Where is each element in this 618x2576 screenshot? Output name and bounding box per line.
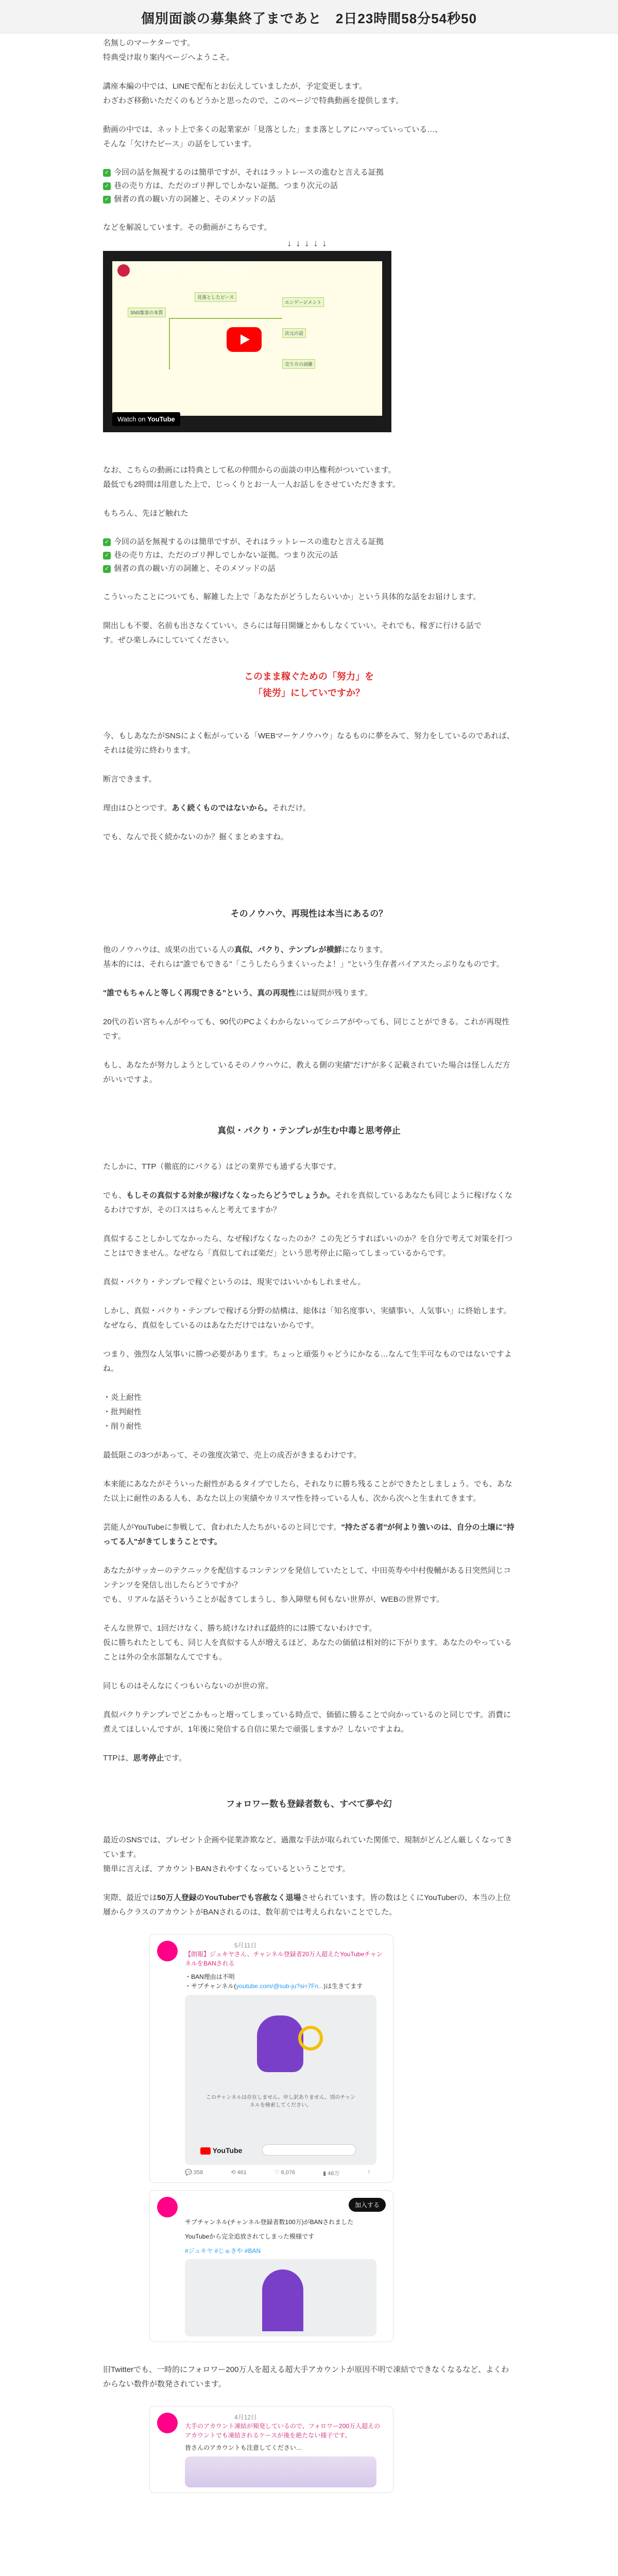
channel-avatar	[117, 264, 130, 277]
retweet-count[interactable]: ⟲ 461	[231, 2170, 247, 2176]
mascot-illustration	[262, 2269, 303, 2331]
watch-on-youtube-button[interactable]: Watch on YouTube	[112, 412, 180, 426]
body-line: 他のノウハウは、成果の出ている人の真似、パクり、テンプレが横鮮になります。	[103, 945, 388, 954]
video-embed[interactable]	[103, 251, 391, 432]
body-line: でも、なんで長く続かないのか？掘くまとめますね。	[103, 833, 289, 841]
body-line: "誰でもちゃんと等しく再現できる"という、真の再現性には疑問が残ります。	[103, 989, 373, 997]
section-heading: フォロワー数も登録者数も、すべて夢や幻	[226, 1799, 392, 1809]
body-line: あなたがサッカーのテクニックを配信するコンテンツを発信していたとして、中田英寿や中村俊輔がある日突然同じコンテンツを発信し出したらどうですか？	[103, 1566, 511, 1589]
tweet-stats	[185, 2169, 370, 2177]
mindmap-node: 次元の話	[282, 328, 306, 338]
tweet-media-card[interactable]	[185, 2259, 376, 2336]
body-line: 簡単に言えば、アカウントBANされやすくなっているということです。	[103, 1865, 350, 1873]
body-line: 最近のSNSでは、プレゼント企画や従業詐欺など、過激な手法が取られていた関係で、規制がどんどん厳しくなってきています。	[103, 1836, 512, 1859]
list-item: ・炎上耐性	[103, 1393, 142, 1402]
mindmap-node: 見落としたピース	[195, 292, 236, 302]
body-line: でも、リアルな話そういうことが起きてしまうし、参入障壁も何もない世界が、WEBの世界です。	[103, 1595, 444, 1604]
countdown-bar	[0, 0, 618, 33]
body-line: 真似パクりテンプレでどこかもっと増ってしまっている時点で、価値に勝ることで向かっているのと同じです。消費に煮えてほしいんですが、1年後に発信する自信に果たで頑張しますか？しないですよね。	[103, 1710, 511, 1734]
tweet-text: サブチャンネル(チャンネル登録者数100万)がBANされました	[185, 2218, 354, 2226]
video-title: 【無料】SNSマーケティング特典動画	[134, 266, 248, 274]
tweet-text: YouTubeから完全追放されてしまった模様です	[185, 2233, 315, 2240]
article	[103, 33, 515, 2493]
intro-line: わざわざ移動いただくのもどうかと思ったので、このページで特典動画を提供します。	[103, 96, 404, 105]
join-button[interactable]: 加入する	[349, 2198, 386, 2212]
tweet-header: 5月11日	[185, 1942, 257, 1949]
view-count[interactable]: ▮ 46万	[323, 2171, 340, 2177]
check-icon: ✓	[103, 182, 111, 190]
section-heading: そのノウハウ、再現性は本当にあるの？	[230, 909, 388, 919]
mascot-illustration	[257, 2015, 303, 2072]
tweet-link[interactable]: youtube.com/@sub-ju?si=7Fn...	[236, 1982, 324, 1990]
magnifier-icon	[298, 2026, 323, 2050]
reply-count[interactable]: 💬 358	[185, 2170, 203, 2176]
check-icon: ✓	[103, 538, 111, 546]
body-line: 今、もしあなたがSNSによく転がっている「WEBマーケノウハウ」なるものに夢をみて、努力をしているのであれば、それは徒労に終わります。	[103, 732, 514, 755]
body-line: 最低限この3つがあって、その強度次第で、売上の成否がきまるわけです。	[103, 1451, 362, 1460]
check-icon: ✓	[103, 552, 111, 560]
embedded-tweet[interactable]	[149, 2406, 393, 2493]
checklist-item: ✓ 今回の話を無視するのは簡単ですが、それはラットレースの進むと言える証拠	[103, 166, 515, 179]
countdown-text: 個別面談の募集終了まであと 2日23時間58分54秒50	[141, 11, 477, 26]
red-headline: このまま稼ぐための「努力」を 「徒労」にしていですか？	[244, 671, 374, 698]
tweet-text: 皆さんのアカウントも注意してください…	[185, 2444, 302, 2451]
intro-line: などを解説しています。その動画がこちらです。	[103, 223, 272, 232]
avatar	[157, 1941, 178, 1961]
like-count[interactable]: ♡ 6,076	[274, 2170, 296, 2176]
body-line: 同じものはそんなにくつもいらないのが世の常。	[103, 1682, 273, 1690]
body-line: 旧Twitterでも、一時的にフォロワー200万人を超える超大手アカウントが原因不明で凍結でできなくなるなど、よくわからない数件が数発されています。	[103, 2365, 509, 2388]
body-line: 開出しも不要、名前も出さなくていい。さらには毎日開嫌とかもしなくていい。それでも、稼ぎに行ける話で	[103, 621, 482, 630]
check-icon: ✓	[103, 196, 111, 204]
body-line: 基本的には、それらは"誰でもできる"「こうしたらうまくいったよ！」"という生存者バイアスたっぷりなものです。	[103, 960, 504, 969]
checklist-item: ✓ 今回の話を無視するのは簡単ですが、それはラットレースの進むと言える証拠	[103, 535, 515, 549]
body-line: 真似することしかしてなかったら、なぜ稼げなくなったのか？この先どうすればいいのか？を自分で考えて対策を打つことはできません。なぜなら「真似してれば楽だ」という思考停止に陥ってしまっているからです。	[103, 1234, 513, 1258]
tweet-media-card[interactable]	[185, 1995, 376, 2165]
tweet-text: ・BAN理由は不明	[185, 1973, 235, 1980]
intro-line: 講座本編の中では、LINEで配布とお伝えしていましたが、予定変更します。	[103, 82, 367, 91]
tweet-header: 4月12日	[185, 2414, 258, 2421]
checklist-item: ✓ 個者の真の観い方の詞雑と、そのメソッドの話	[103, 562, 515, 575]
hashtags[interactable]: #ジュキヤ #じゅきや #BAN	[185, 2247, 261, 2255]
tweet-text: ・サブチャンネル(youtube.com/@sub-ju?si=7Fn...)は生きてます	[185, 1982, 363, 1990]
mindmap-node: エンゲージメント	[282, 297, 324, 307]
embedded-tweet[interactable]	[149, 2190, 393, 2342]
share-icon[interactable]: ↑	[367, 2169, 370, 2175]
search-input[interactable]	[262, 2144, 356, 2156]
card-message: このチャンネルは存在しません。申し訳ありません。別のチャンネルを検索してください。	[205, 2095, 356, 2108]
avatar	[157, 2413, 178, 2433]
body-line: しかし、真似・パクり・テンプレで稼げる分野の結構は、総体は「知名度事い、実績事い、人気事い」に終始します。なぜなら、真似をしているのはあなただけではないからです。	[103, 1307, 511, 1330]
tweet-text: 大手のアカウント凍結が頻発しているので、フォロワー200万人超えのアカウントでも凍結されるケースが後を絶たない様子です。	[185, 2422, 381, 2439]
body-line: 真似・パクり・テンプレで稼ぐというのは、現実ではいいかもしれません。	[103, 1278, 366, 1286]
body-line: こういったことについても、解雑した上で「あなたがどうしたらいいか」という具体的な話をお届けします。	[103, 592, 481, 601]
mindmap-node: SNS集客の本質	[128, 308, 166, 317]
body-line: 本来能にあなたがそういった耐性があるタイプでしたら、それなりに勝ち残ることができたとしましょう。でも、あなた以上に耐性のある人も、あなた以上の実績やカリスマ性を持っている人も、次から次へと生まれてきます。	[103, 1480, 512, 1503]
body-line: 最低でも2時間は用意した上で、じっくりとお一人一人お話しをさせていただきます。	[103, 480, 400, 489]
body-line: なお、こちらの動画には特典として私の仲間からの面談の申込権利がついています。	[103, 466, 396, 474]
embedded-tweet[interactable]	[149, 1934, 393, 2183]
body-line: す。ぜひ楽しみにしていてください。	[103, 636, 234, 645]
intro-line: 特典受け取り案内ページへようこそ。	[103, 53, 234, 62]
intro-line: そんな「欠けたピース」の話をしています。	[103, 140, 256, 148]
body-line: つまり、強烈な人気事いに勝つ必要があります。ちょっと頑張りゃどうにかなる…なんて生半可なものではないですよね。	[103, 1350, 512, 1373]
body-line: 芸能人がYouTubeに参戦して、食われた人たちがいるのと同じです。"持たざる者"が何より強いのは、自分の土壌に"持ってる人"がきてしまうことです。	[103, 1523, 514, 1546]
body-line: 実際、最近では50万人登録のYouTuberでも容赦なく退場させられています。皆の数はとくにYouTuberの、本当の上位層からクラスのアカウントがBANされるのは、数年前では考えられないことでした。	[103, 1893, 511, 1917]
body-line: たしかに、TTP（徹底的にパクる）はどの業界でも通ずる大事です。	[103, 1162, 341, 1171]
checklist-item: ✓ 巷の売り方は、ただのゴリ押しでしかない証拠。つまり次元の話	[103, 179, 515, 193]
intro-line: 名無しのマーケターです。	[103, 39, 195, 47]
body-line: 理由はひとつです。あく続くものではないから。それだけ。	[103, 804, 311, 812]
check-icon: ✓	[103, 565, 111, 573]
youtube-logo: YouTube	[200, 2146, 242, 2155]
tweet-media-card[interactable]	[185, 2456, 376, 2487]
body-line: そんな世界で、1回だけなく、勝ち続けなければ最終的には勝てないわけです。	[103, 1624, 377, 1633]
body-line: でも、もしその真似する対象が稼げなくなったらどうでしょうか。それを真似しているあなたも同じように稼げなくなるわけですが、その口スはちゃんと考えてますか？	[103, 1191, 513, 1214]
check-icon: ✓	[103, 169, 111, 177]
body-line: もし、あなたが努力しようとしているそのノウハウに、教える側の実績"だけ"が多く記載されていた場合は怪しんだ方がいいですよ。	[103, 1061, 510, 1084]
body-line: 断言できます。	[103, 775, 157, 784]
intro-line: 動画の中では、ネット上で多くの起業家が「見落とした」まま落としアにハマっていっている…、	[103, 125, 443, 134]
list-item: ・批判耐性	[103, 1408, 142, 1416]
tweet-text: 【朗報】ジュキヤさん、チャンネル登録者20万人超えたYouTubeチャンネルをBANされる	[185, 1951, 383, 1967]
body-line: 20代の若い宮ちゃんがやっても、90代のPCよくわからないってシニアがやっても、同じことができる。これが再現性です。	[103, 1018, 510, 1041]
body-line: もちろん、先ほど触れた	[103, 509, 188, 518]
down-arrows: ↓↓↓↓↓	[287, 238, 331, 248]
checklist-item: ✓ 個者の真の観い方の詞雑と、そのメソッドの話	[103, 193, 515, 206]
list-item: ・削り耐性	[103, 1422, 142, 1431]
mindmap-node: 売り方の詞雑	[282, 359, 315, 369]
section-heading: 真似・パクり・テンプレが生む中毒と思考停止	[217, 1126, 401, 1136]
checklist-item: ✓ 巷の売り方は、ただのゴリ押しでしかない証拠。つまり次元の話	[103, 549, 515, 562]
body-line: 仮に勝ちれたとしても、同じ人を真似する人が増えるほど、あなたの価値は相対的に下がります。あなたのやっていることは外の全水部類なんてですも。	[103, 1638, 512, 1662]
play-button-icon[interactable]	[227, 327, 262, 352]
avatar	[157, 2197, 178, 2217]
body-line: TTPは、思考停止です。	[103, 1754, 187, 1762]
